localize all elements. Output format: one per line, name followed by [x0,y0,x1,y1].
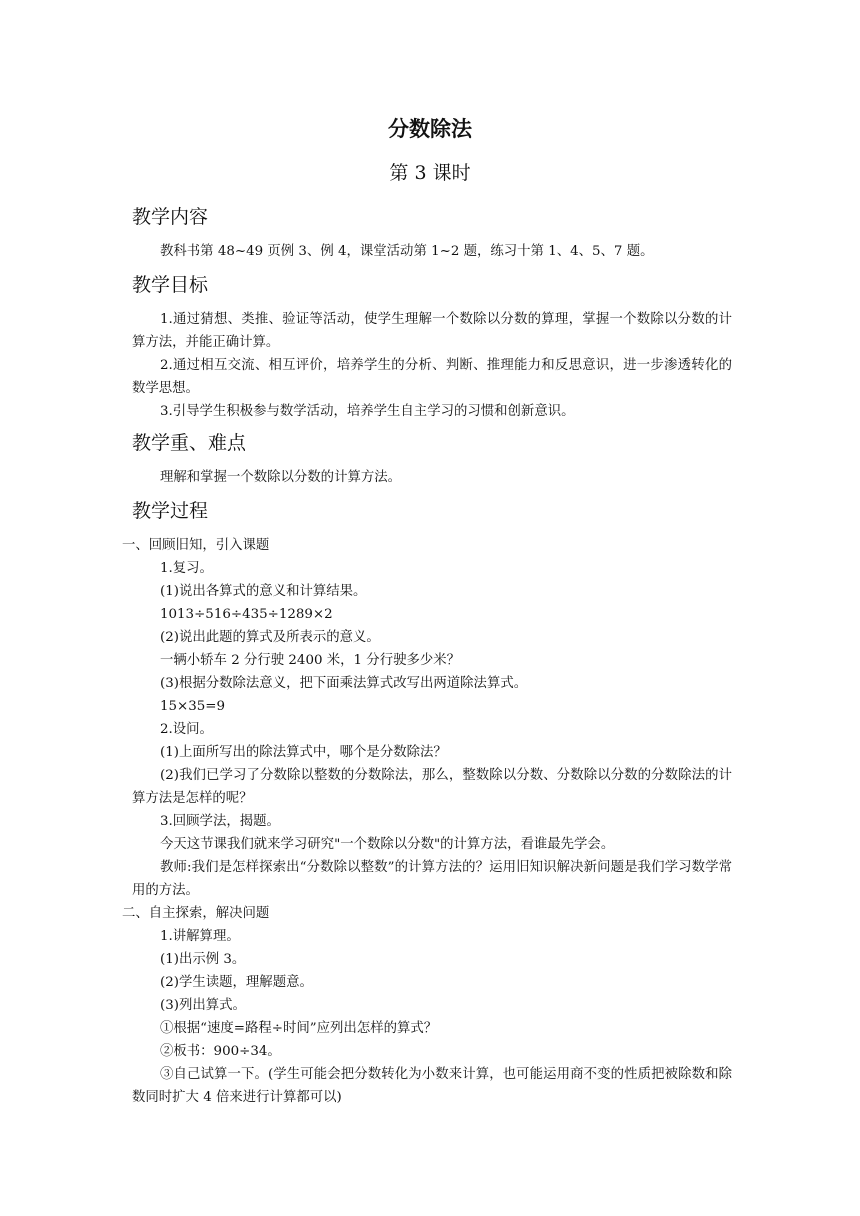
s1-line: 1013÷516÷435÷1289×2 [160,607,333,622]
heading-process: 教学过程 [132,500,209,522]
s1-line: (1)说出各算式的意义和计算结果。 [160,584,367,599]
s1-line: (2)说出此题的算式及所表示的意义。 [160,630,380,645]
s2-line: 1.讲解算理。 [160,929,240,944]
s1-line: 1.复习。 [160,561,213,576]
content-text: 教科书第 48~49 页例 3、例 4，课堂活动第 1~2 题，练习十第 1、4、5、7 题。 [160,244,654,259]
section-2-title: 二、自主探索，解决问题 [122,906,270,921]
goal-item-2: 2.通过相互交流、相互评价，培养学生的分析、判断、推理能力和反思意识，进一步渗透转化的数学思想。 [132,358,732,396]
s2-line: ①根据“速度=路程÷时间”应列出怎样的算式？ [160,1021,438,1036]
s1-line: 一辆小轿车 2 分行驶 2400 米，1 分行驶多少米？ [160,653,461,668]
document-title: 分数除法 [388,116,472,141]
s2-line: (2)学生读题，理解题意。 [160,975,313,990]
heading-keypoints: 教学重、难点 [132,432,247,454]
s1-line: (3)根据分数除法意义，把下面乘法算式改写出两道除法算式。 [160,676,528,691]
keypoints-text: 理解和掌握一个数除以分数的计算方法。 [160,470,402,485]
section-1-title: 一、回顾旧知，引入课题 [122,538,270,553]
s1-line: 3.回顾学法，揭题。 [160,814,280,829]
s1-line: 教师:我们是怎样探索出“分数除以整数”的计算方法的？运用旧知识解决新问题是我们学习数学常用的方法。 [132,860,732,898]
goal-item-3: 3.引导学生积极参与数学活动，培养学生自主学习的习惯和创新意识。 [160,404,575,419]
s2-line: (1)出示例 3。 [160,952,246,967]
s1-line: 2.设问。 [160,722,213,737]
s1-line: 15×35=9 [160,699,226,714]
goal-item-1: 1.通过猜想、类推、验证等活动，使学生理解一个数除以分数的算理，掌握一个数除以分数的计算方法，并能正确计算。 [132,312,732,350]
s1-line: (2)我们已学习了分数除以整数的分数除法，那么，整数除以分数、分数除以分数的分数除法的计算方法是怎样的呢？ [132,768,732,806]
heading-goals: 教学目标 [132,274,209,296]
s2-line: (3)列出算式。 [160,998,246,1013]
s1-line: (1)上面所写出的除法算式中，哪个是分数除法？ [160,745,447,760]
heading-content: 教学内容 [132,206,209,228]
s2-line: ②板书：900÷34。 [160,1044,281,1059]
lesson-number: 第 3 课时 [389,162,471,184]
s1-line: 今天这节课我们就来学习研究"一个数除以分数"的计算方法，看谁最先学会。 [160,837,615,852]
s2-line: ③自己试算一下。(学生可能会把分数转化为小数来计算，也可能运用商不变的性质把被除数和除数同时扩大 4 倍来进行计算都可以) [132,1067,732,1105]
